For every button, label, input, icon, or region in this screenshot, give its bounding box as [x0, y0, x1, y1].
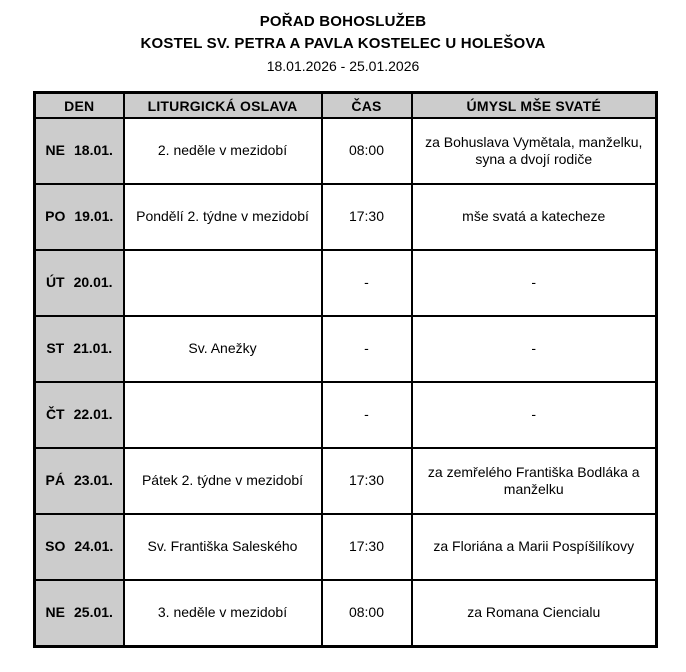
day-cell: [35, 382, 124, 448]
table-row: [35, 184, 657, 250]
day-date: 23.01.: [74, 472, 113, 489]
day-abbr: SO: [45, 538, 66, 555]
day-cell: [35, 250, 124, 316]
day-abbr: ST: [46, 340, 65, 357]
celebration-cell: Pátek 2. týdne v mezidobí: [124, 448, 322, 514]
table-row: [35, 118, 657, 184]
time-cell: 08:00: [322, 580, 412, 646]
day-date: 18.01.: [74, 142, 113, 159]
col-header-celebration: LITURGICKÁ OSLAVA: [124, 93, 322, 119]
day-abbr: ÚT: [45, 274, 65, 291]
time-cell: 17:30: [322, 514, 412, 580]
celebration-cell: [124, 250, 322, 316]
intention-cell: za zemřelého Františka Bodláka a manželku: [412, 448, 657, 514]
table-row: [35, 514, 657, 580]
day-date: 21.01.: [73, 340, 113, 357]
intention-cell: -: [412, 382, 657, 448]
day-abbr: PÁ: [45, 472, 65, 489]
col-header-day: DEN: [35, 93, 124, 119]
day-abbr: PO: [45, 208, 66, 225]
table-row: [35, 580, 657, 646]
intention-cell: -: [412, 316, 657, 382]
col-header-intention: ÚMYSL MŠE SVATÉ: [412, 93, 657, 119]
time-cell: 17:30: [322, 184, 412, 250]
celebration-cell: Sv. Františka Saleského: [124, 514, 322, 580]
day-date: 24.01.: [74, 538, 114, 555]
day-cell: [35, 448, 124, 514]
time-cell: 17:30: [322, 448, 412, 514]
intention-cell: za Floriána a Marii Pospíšilíkovy: [412, 514, 657, 580]
time-cell: -: [322, 382, 412, 448]
time-cell: -: [322, 316, 412, 382]
church-name: KOSTEL SV. PETRA A PAVLA KOSTELEC U HOLEŠOVA: [140, 35, 546, 52]
time-cell: -: [322, 250, 412, 316]
schedule-table: [33, 91, 658, 648]
col-header-time: ČAS: [322, 93, 412, 119]
table-row: [35, 448, 657, 514]
day-abbr: NE: [45, 604, 65, 620]
header-row: [35, 93, 657, 119]
time-cell: 08:00: [322, 118, 412, 184]
celebration-cell: [124, 382, 322, 448]
intention-cell: za Bohuslava Vymětala, manželku, syna a dvojí rodiče: [412, 118, 657, 184]
day-abbr: ČT: [45, 406, 65, 423]
day-abbr: NE: [45, 142, 65, 159]
day-date: 19.01.: [74, 208, 114, 225]
intention-cell: mše svatá a katecheze: [412, 184, 657, 250]
page-title: POŘAD BOHOSLUŽEB: [259, 13, 427, 30]
document-header: [0, 0, 686, 77]
day-cell: [35, 514, 124, 580]
intention-cell: -: [412, 250, 657, 316]
day-cell: [35, 580, 124, 646]
intention-cell: za Romana Ciencialu: [412, 580, 657, 646]
day-date: 25.01.: [74, 604, 113, 620]
day-cell: [35, 316, 124, 382]
table-row: [35, 382, 657, 448]
table-row: [35, 316, 657, 382]
day-date: 20.01.: [73, 274, 113, 291]
day-cell: [35, 118, 124, 184]
celebration-cell: 2. neděle v mezidobí: [124, 118, 322, 184]
day-date: 22.01.: [73, 406, 113, 423]
day-cell: [35, 184, 124, 250]
celebration-cell: Pondělí 2. týdne v mezidobí: [124, 184, 322, 250]
celebration-cell: 3. neděle v mezidobí: [124, 580, 322, 646]
celebration-cell: Sv. Anežky: [124, 316, 322, 382]
table-row: [35, 250, 657, 316]
date-range: 18.01.2026 - 25.01.2026: [266, 58, 420, 74]
